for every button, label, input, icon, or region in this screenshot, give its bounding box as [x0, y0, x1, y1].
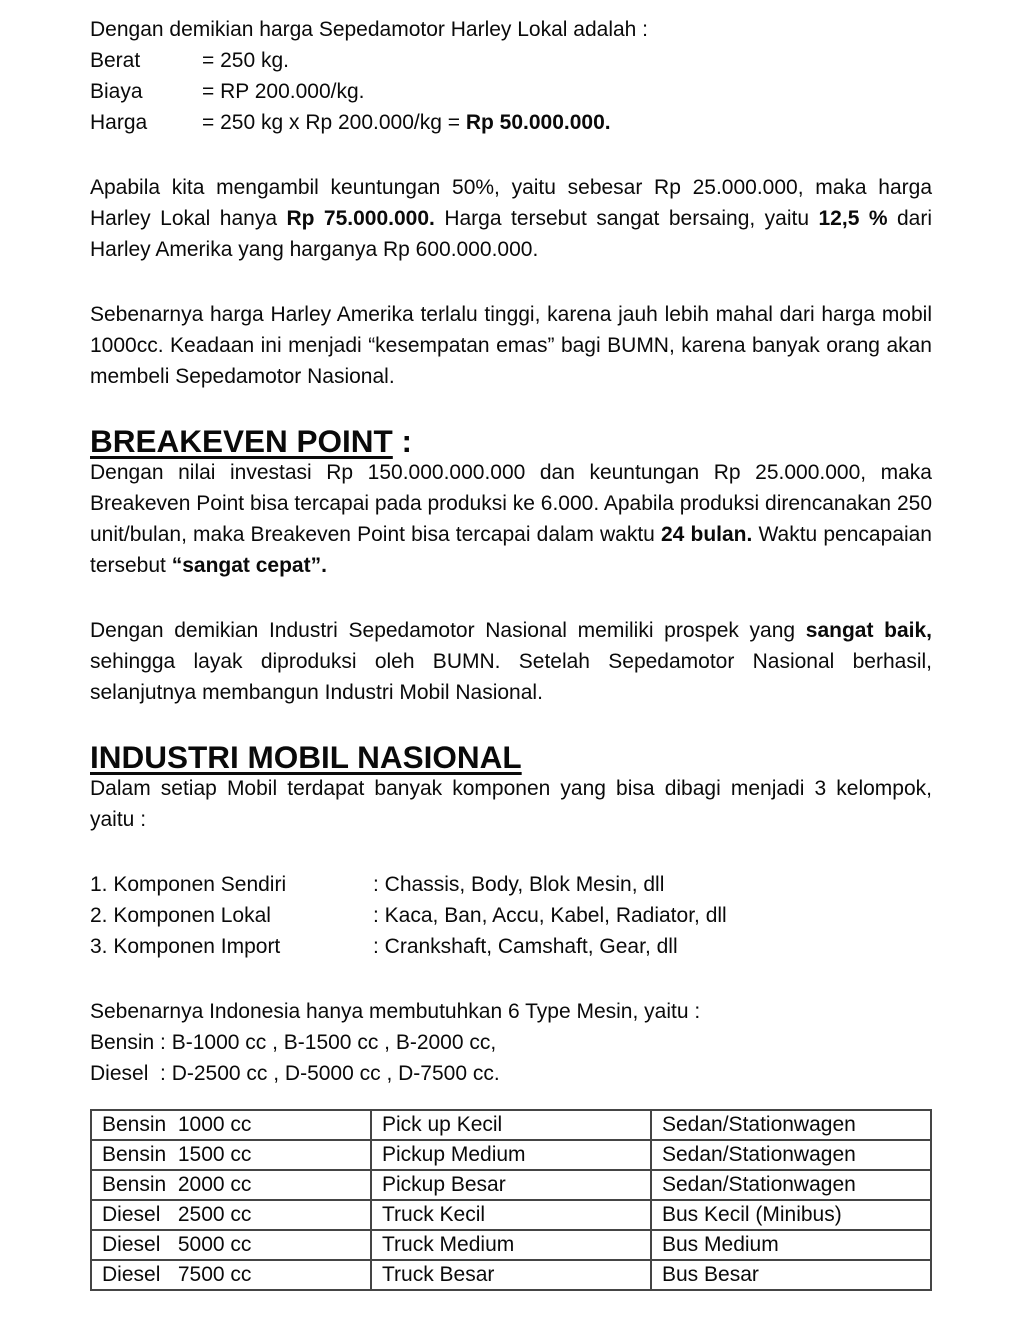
table-cell: Sedan/Stationwagen — [651, 1170, 931, 1200]
paragraph-komponen-intro: Dalam setiap Mobil terdapat banyak komponen yang bisa dibagi menjadi 3 kelompok, yaitu : — [90, 777, 932, 831]
spec-row-harga — [90, 107, 932, 138]
komponen-value: : Crankshaft, Camshaft, Gear, dll — [373, 935, 678, 958]
paragraph-prospek — [90, 615, 932, 708]
bold-segment: Rp 75.000.000. — [286, 207, 435, 230]
table-cell: Diesel 2500 cc — [91, 1200, 371, 1230]
spec-value — [202, 107, 611, 138]
table-cell: Bensin 1000 cc — [91, 1110, 371, 1140]
mesin-line-diesel: Diesel : D-2500 cc , D-5000 cc , D-7500 cc. — [90, 1062, 500, 1085]
spec-row-berat — [90, 45, 932, 76]
mesin-section — [90, 996, 932, 1089]
text-segment: Harga tersebut sangat bersaing, yaitu — [434, 207, 819, 230]
table-cell: Truck Medium — [371, 1230, 651, 1260]
table-cell: Sedan/Stationwagen — [651, 1140, 931, 1170]
table-cell: Bus Besar — [651, 1260, 931, 1290]
spec-row-biaya — [90, 76, 932, 107]
table-row — [91, 1110, 931, 1140]
table-row — [91, 1200, 931, 1230]
table-row — [91, 1140, 931, 1170]
table-cell: Truck Besar — [371, 1260, 651, 1290]
table-cell: Pickup Besar — [371, 1170, 651, 1200]
paragraph-breakeven — [90, 457, 932, 581]
text-segment: sehingga layak diproduksi oleh BUMN. Setelah Sepedamotor Nasional berhasil, selanjutnya membangun Industri Mobil Nasional. — [90, 650, 932, 704]
bold-segment: sangat baik, — [805, 619, 932, 642]
mesin-line-bensin: Bensin : B-1000 cc , B-1500 cc , B-2000 cc, — [90, 1031, 497, 1054]
table-cell: Truck Kecil — [371, 1200, 651, 1230]
spec-value: = 250 kg. — [202, 49, 289, 72]
table-cell: Diesel 5000 cc — [91, 1230, 371, 1260]
heading-suffix: : — [392, 423, 413, 459]
paragraph-harley-amerika: Sebenarnya harga Harley Amerika terlalu tinggi, karena jauh lebih mahal dari harga mobil 1000cc. Keadaan ini menjadi “kesempatan emas” bagi BUMN, karena banyak orang akan membeli Sepedamotor Nasional. — [90, 303, 932, 388]
engine-table — [90, 1109, 932, 1291]
table-cell: Pick up Kecil — [371, 1110, 651, 1140]
table-cell: Bensin 2000 cc — [91, 1170, 371, 1200]
heading-text: INDUSTRI MOBIL NASIONAL — [90, 739, 522, 775]
intro-line: Dengan demikian harga Sepedamotor Harley Lokal adalah : — [90, 18, 649, 41]
table-cell: Diesel 7500 cc — [91, 1260, 371, 1290]
spec-value: = RP 200.000/kg. — [202, 80, 365, 103]
komponen-item-import — [90, 931, 932, 962]
table-cell: Bensin 1500 cc — [91, 1140, 371, 1170]
komponen-item-lokal — [90, 900, 932, 931]
komponen-value: : Kaca, Ban, Accu, Kabel, Radiator, dll — [373, 904, 727, 927]
bold-segment: Rp 50.000.000. — [465, 111, 611, 134]
table-row — [91, 1230, 931, 1260]
intro-section — [90, 14, 932, 138]
table-cell: Bus Medium — [651, 1230, 931, 1260]
spec-label: Biaya — [90, 80, 143, 103]
bold-segment: 24 bulan. — [661, 523, 753, 546]
table-cell: Bus Kecil (Minibus) — [651, 1200, 931, 1230]
section-heading-industri-mobil — [90, 739, 932, 775]
table-cell: Pickup Medium — [371, 1140, 651, 1170]
text-segment: = 250 kg x Rp 200.000/kg = — [202, 111, 466, 134]
komponen-label: 1. Komponen Sendiri — [90, 873, 287, 896]
komponen-item-sendiri — [90, 869, 932, 900]
text-segment: Dengan nilai investasi Rp 150.000.000.000 dan keuntungan Rp 25.000.000, maka Breakeven Point bisa tercapai pada produksi ke 6.000. Apabila produksi direncanakan 250 unit/bulan, maka Breakeven Point bisa tercapai dalam waktu — [90, 461, 932, 546]
text-segment: Waktu pencapaian tersebut — [90, 523, 932, 577]
section-heading-breakeven — [90, 423, 932, 459]
table-cell: Sedan/Stationwagen — [651, 1110, 931, 1140]
komponen-label: 2. Komponen Lokal — [90, 904, 271, 927]
komponen-list — [90, 869, 932, 962]
komponen-label: 3. Komponen Import — [90, 935, 281, 958]
heading-text: BREAKEVEN POINT — [90, 423, 393, 459]
text-segment: dari Harley Amerika yang harganya Rp 600.000.000. — [90, 207, 932, 261]
komponen-value: : Chassis, Body, Blok Mesin, dll — [373, 873, 665, 896]
table-row — [91, 1260, 931, 1290]
paragraph-keuntungan — [90, 172, 932, 265]
spec-label: Harga — [90, 111, 148, 134]
table-row — [91, 1170, 931, 1200]
text-segment: Apabila kita mengambil keuntungan 50%, yaitu sebesar Rp 25.000.000, maka harga Harley Lokal hanya — [90, 176, 932, 230]
mesin-intro-line: Sebenarnya Indonesia hanya membutuhkan 6 Type Mesin, yaitu : — [90, 1000, 701, 1023]
text-segment: Dengan demikian Industri Sepedamotor Nasional memiliki prospek yang — [90, 619, 806, 642]
spec-label: Berat — [90, 49, 141, 72]
bold-segment: 12,5 % — [818, 207, 888, 230]
bold-segment: “sangat cepat”. — [171, 554, 327, 577]
